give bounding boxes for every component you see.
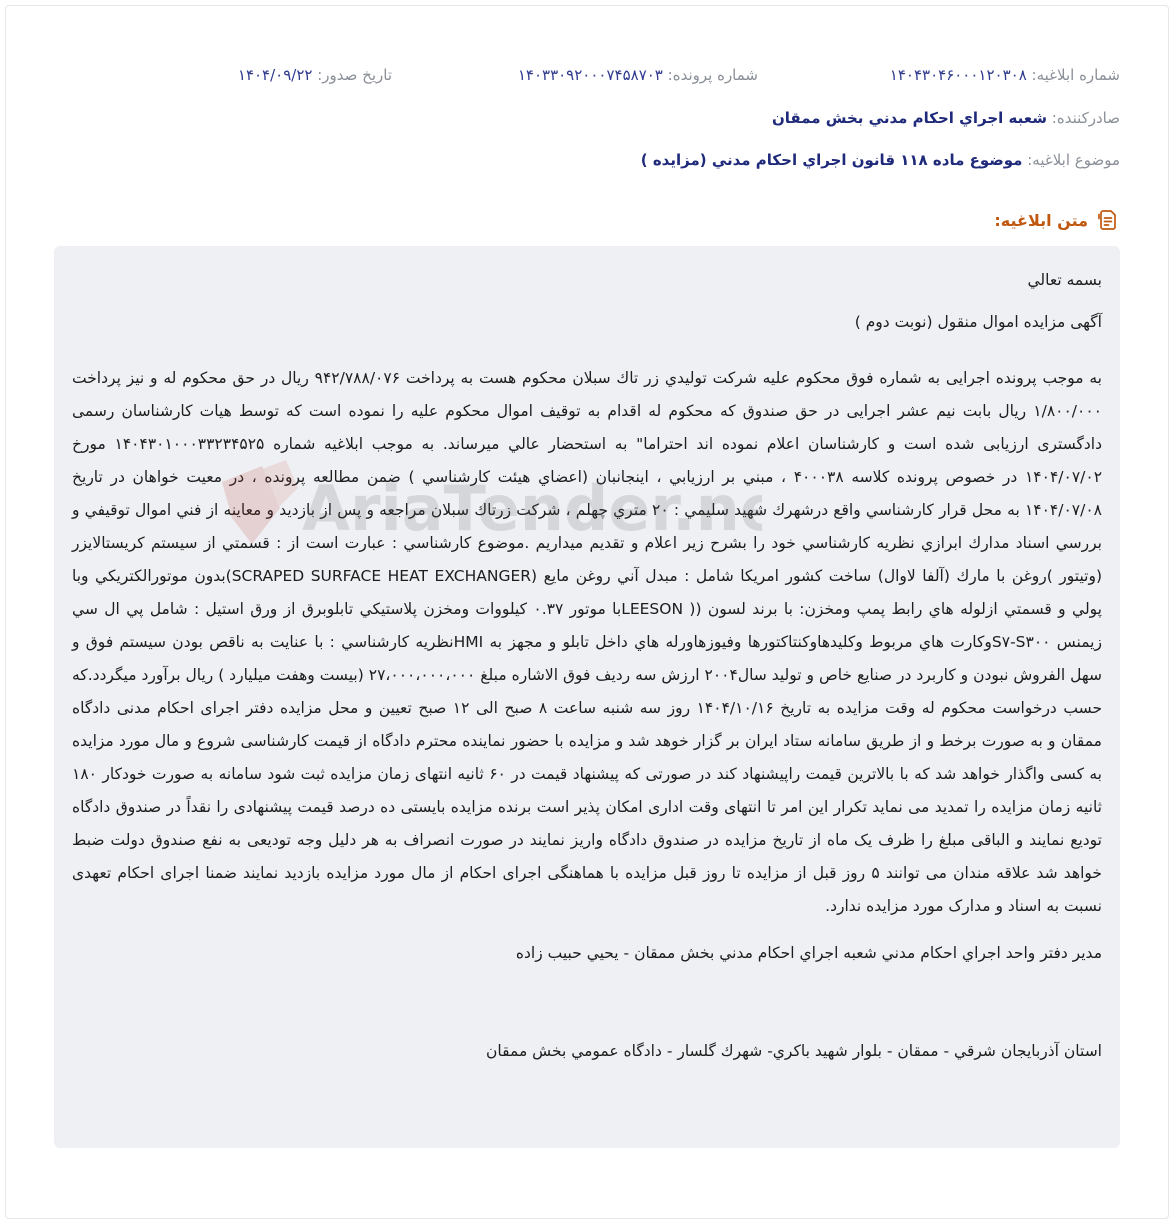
case-number-field — [518, 64, 758, 86]
notice-card — [5, 5, 1169, 1219]
issue-date-label: تاريخ صدور: — [317, 66, 392, 84]
notice-body-text: به موجب پرونده اجرايی به شماره فوق محکوم عليه شرکت توليدي زر تاك سبلان محکوم هست به پرداخت ۹۴۲/۷۸۸/۰۷۶ ريال در حق محکوم له و نيز پرداخت ۱/۸۰۰/۰۰۰ ريال بابت نيم عشر اجرايی در حق صندوق که محکوم له اقدام به توقيف اموال محکوم عليه را نموده است که توسط هيات کارشناسان رسمی دادگستری ارزيابی شده است و کارشناسان اعلام نموده اند احتراما" به استحضار عالي ميرساند. به موجب ابلاغيه شماره ۱۴۰۴۳۰۱۰۰۰۳۳۲۳۴۵۲۵ مورخ ۱۴۰۴/۰۷/۰۲ در خصوص پرونده کلاسه ۴۰۰۰۳۸ ، مبني بر ارزيابي ، اينجانبان (اعضاي هيئت کارشناسي ) ضمن مطالعه پرونده ، در معيت خواهان در تاريخ ۱۴۰۴/۰۷/۰۸ به محل قرار کارشناسي واقع درشهرك شهيد سليمي : ۲۰ متري چهلم ، شرکت زرتاك سبلان مراجعه و پس از بازديد و معاينه از فني اموال توقيفي و بررسي اسناد مدارك ابرازي نظريه کارشناسي خود را بشرح زير اعلام و تقديم ميداريم .موضوع کارشناسي : عبارت است از : قسمتي از سيستم کريستالايزر (وتيتور )روغن با مارك (آلفا لاوال) ساخت کشور امريکا شامل : مبدل آني روغن مايع (SCRAPED SURFACE HEAT EXCHANGER)بدون موتورالکتريکي وبا پولي و قسمتي ازلوله هاي رابط پمپ ومخزن: با برند لسون (( LEESONبا موتور ۰.۳۷ کيلووات ومخزن پلاستيکي تابلوبرق از ورق استيل : شامل پي ال سي زيمنس S۷-S۳۰۰وکارت هاي مربوط وکليدهاوکنتاکتورها وفيوزهاورله هاي داخل تابلو و مجهز به HMIنظريه کارشناسي : با عنايت به ناقص بودن سيستم فوق و سهل الفروش نبودن و کاربرد در صنايع خاص و توليد سال۲۰۰۴ ارزش سه رديف فوق الاشاره مبلغ ۲۷،۰۰۰،۰۰۰،۰۰۰ (بيست وهفت ميليارد ) ريال برآورد ميگردد.که حسب درخواست محکوم له وقت مزايده به تاريخ ۱۴۰۴/۱۰/۱۶ روز سه شنبه ساعت ۸ صبح الی ۱۲ صبح تعيين و محل مزايده دفتر اجرای احکام مدنی دادگاه ممقان و به صورت برخط و از طريق سامانه ستاد ايران بر گزار خوهد شد و مزايده با حضور نماينده محترم دادگاه از قيمت کارشناسی شروع و مال مورد مزايده به کسی واگذار خواهد شد که با بالاترين قيمت راپيشنهاد کند در صورتی که پيشنهاد قيمت در ۶۰ ثانيه انتهای زمان مزايده ثبت شود سامانه به صورت خودکار ۱۸۰ ثانيه زمان مزايده را تمديد می نمايد تکرار اين امر تا انتهای وقت اداری امکان پذير است برنده مزايده بايستی ده درصد قيمت پيشنهادی را نقداً در صندوق دادگاه توديع نمايند و الباقی مبلغ را ظرف يک ماه از تاريخ مزايده در صندوق دادگاه واريز نمايند در صورت انصراف به هر دليل وجه توديعی به نفع صندوق دولت ضبط خواهد شد علاقه مندان می توانند ۵ روز قبل از مزايده تا روز قبل مزايده با هماهنگی اجرای احکام از مال مورد مزايده بازديد نمايند ضمنا اجرای احکام تعهدی نسبت به اسناد و مدارک مورد مزايده ندارد. — [72, 369, 1103, 915]
notice-address: استان آذربايجان شرقي - ممقان - بلوار شهيد باکري- شهرك گلسار - دادگاه عمومي بخش ممقان — [486, 1042, 1102, 1060]
subject-value: موضوع ماده ۱۱۸ قانون اجراي احکام مدني (مزايده ) — [640, 151, 1023, 169]
notice-number-field — [890, 64, 1120, 86]
notice-subheading: آگهی مزايده اموال منقول (نوبت دوم ) — [854, 313, 1102, 331]
notice-number-label: شماره ابلاغيه: — [1031, 66, 1120, 84]
subject-row — [54, 149, 1120, 171]
subject-label: موضوع ابلاغيه: — [1027, 151, 1120, 169]
notice-heading: بسمه تعالي — [1027, 271, 1102, 289]
notice-text-title — [994, 208, 1120, 232]
notice-text-title-label: متن ابلاغيه: — [994, 210, 1088, 230]
issuer-label: صادرکننده: — [1051, 109, 1120, 127]
issuer-row — [54, 107, 1120, 129]
notice-number-value: ۱۴۰۴۳۰۴۶۰۰۰۱۲۰۳۰۸ — [889, 66, 1027, 84]
notice-content — [54, 246, 1120, 1148]
case-number-label: شماره پرونده: — [667, 66, 758, 84]
notice-signature: مدير دفتر واحد اجراي احکام مدني شعبه اجراي احکام مدني بخش ممقان - يحيي حبيب زاده — [515, 944, 1102, 962]
issue-date-field — [238, 64, 392, 86]
header-row — [54, 64, 1120, 86]
issuer-value: شعبه اجراي احکام مدني بخش ممقان — [771, 109, 1047, 127]
document-text-icon — [1096, 208, 1120, 232]
case-number-value: ۱۴۰۳۳۰۹۲۰۰۰۷۴۵۸۷۰۳ — [517, 66, 663, 84]
issue-date-value: ۱۴۰۴/۰۹/۲۲ — [237, 66, 313, 84]
